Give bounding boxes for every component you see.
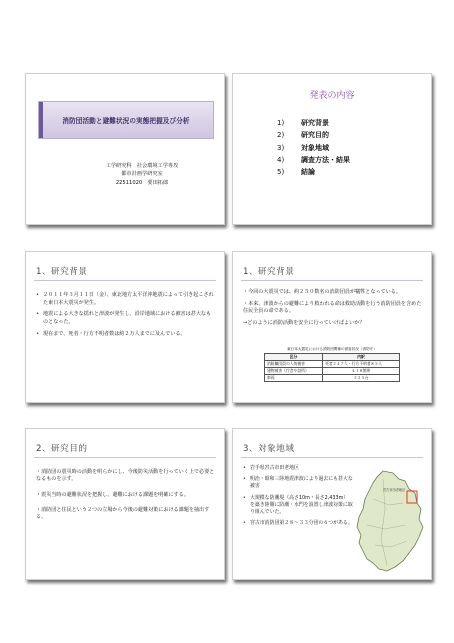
table-header-row <box>265 354 400 361</box>
bullet-list <box>243 465 353 532</box>
bullet-item: • 明治・昭和三陸地震津波により過去にも甚大な被害 <box>243 476 353 490</box>
table-row <box>265 374 400 381</box>
agenda-heading: 発表の内容 <box>309 91 355 101</box>
table-header-cell: 区分 <box>265 354 323 361</box>
paragraph: ・本来、津波からの避難により救われる命は救助活動を行う消防団員を含めた住民全員の命である。 <box>243 300 422 315</box>
paragraph: ・震災当時の避難状況を把握し、避難における課題を明確にする。 <box>36 491 189 498</box>
slide-heading: 2、研究目的 <box>36 444 88 454</box>
heading-divider <box>241 457 423 458</box>
bullet-item: • 大規模な防潮堤（高さ10m・長さ2,433m）を築き陸閘に防潮・水門を設置し津波対策に取り組んでいた。 <box>243 495 353 516</box>
presentation-title: 消防団活動と避難状況の実態把握及び分析 <box>62 117 190 125</box>
paragraph: ・今回の大震災では、約２５０数名の消防団員が犠牲となっている。 <box>243 289 401 295</box>
agenda-item: 4) 調査方法・結果 <box>277 155 350 164</box>
iwate-map <box>353 469 425 573</box>
paragraph: ・消防団と住民という２つの立場から今後の避難対策における課題を抽出する。 <box>36 506 210 521</box>
prefecture-outline <box>357 471 423 571</box>
slide-objectives <box>25 428 225 580</box>
table-cell: ４１８箇所 <box>323 367 400 374</box>
paragraph-block <box>36 469 216 526</box>
bullet-item: • ２０１１年３月１１日（金）、東北地方太平洋沖地震によって引き起こされた東日本大震災が発生。 <box>36 292 214 307</box>
slide-background-1 <box>25 251 225 403</box>
table-caption: 東日本大震災における消防団関係の被害状況（消防庁） <box>287 347 377 351</box>
table-row <box>265 367 400 374</box>
affiliation-line: 22511020 要田拓郎 <box>115 179 169 186</box>
table-cell: 消防職団員の人的被害 <box>265 360 323 367</box>
heading-divider <box>241 280 423 281</box>
agenda-item: 5) 結論 <box>277 168 315 177</box>
table-cell: 死者２４７人・行方不明者８５人 <box>323 360 400 367</box>
bullet-list <box>36 292 214 343</box>
bullet-item: • 現在まで、死者・行方不明者数は約２万人までに及んでいる。 <box>36 331 214 339</box>
affiliation-line: 工学研究科 社会環境工学専攻 <box>105 163 179 169</box>
paragraph-block <box>243 289 423 332</box>
title-band-accent <box>39 102 43 138</box>
bullet-item: • 宮古市消防団第２８～３３分団の６つがある。 <box>243 520 353 527</box>
slide-heading: 3、対象地域 <box>243 444 295 454</box>
paragraph: →どのように消防活動を安全に行っていけばよいか？ <box>243 319 365 326</box>
bullet-item: • 岩手県宮古市田老地区 <box>243 465 353 472</box>
slide-title <box>25 73 225 225</box>
table-row <box>265 360 400 367</box>
agenda-list <box>277 117 350 178</box>
affiliation-block <box>82 162 202 187</box>
heading-divider <box>34 457 216 458</box>
table-cell: 車両 <box>265 374 323 381</box>
slide-heading: 1、研究背景 <box>36 267 88 277</box>
paragraph: ・消防団の震災時の活動を明らかにし、今後防災活動を行っていく上で必要となるものを示す。 <box>36 469 215 483</box>
agenda-item: 3) 対象地域 <box>277 143 329 152</box>
table-cell: 建物被害（庁舎や詰所） <box>265 367 323 374</box>
slide-study-area <box>232 428 432 580</box>
slide-agenda <box>232 73 432 225</box>
table-cell: ２２５台 <box>323 374 400 381</box>
table-header-cell: 内訳 <box>323 354 400 361</box>
agenda-item: 1) 研究背景 <box>277 119 329 127</box>
slide-heading: 1、研究背景 <box>243 267 295 277</box>
slide-background-2 <box>232 251 432 403</box>
bullet-item: • 地震による大きな揺れと津波が発生し、沿岸地域における被害は甚大なものとなった。 <box>36 311 214 326</box>
affiliation-line: 都市計画学研究室 <box>121 171 163 178</box>
map-label: 宮古市田老地区 <box>383 488 406 492</box>
agenda-item: 2) 研究目的 <box>277 131 329 140</box>
heading-divider <box>34 280 216 281</box>
title-band <box>38 101 214 139</box>
damage-table <box>264 353 400 382</box>
